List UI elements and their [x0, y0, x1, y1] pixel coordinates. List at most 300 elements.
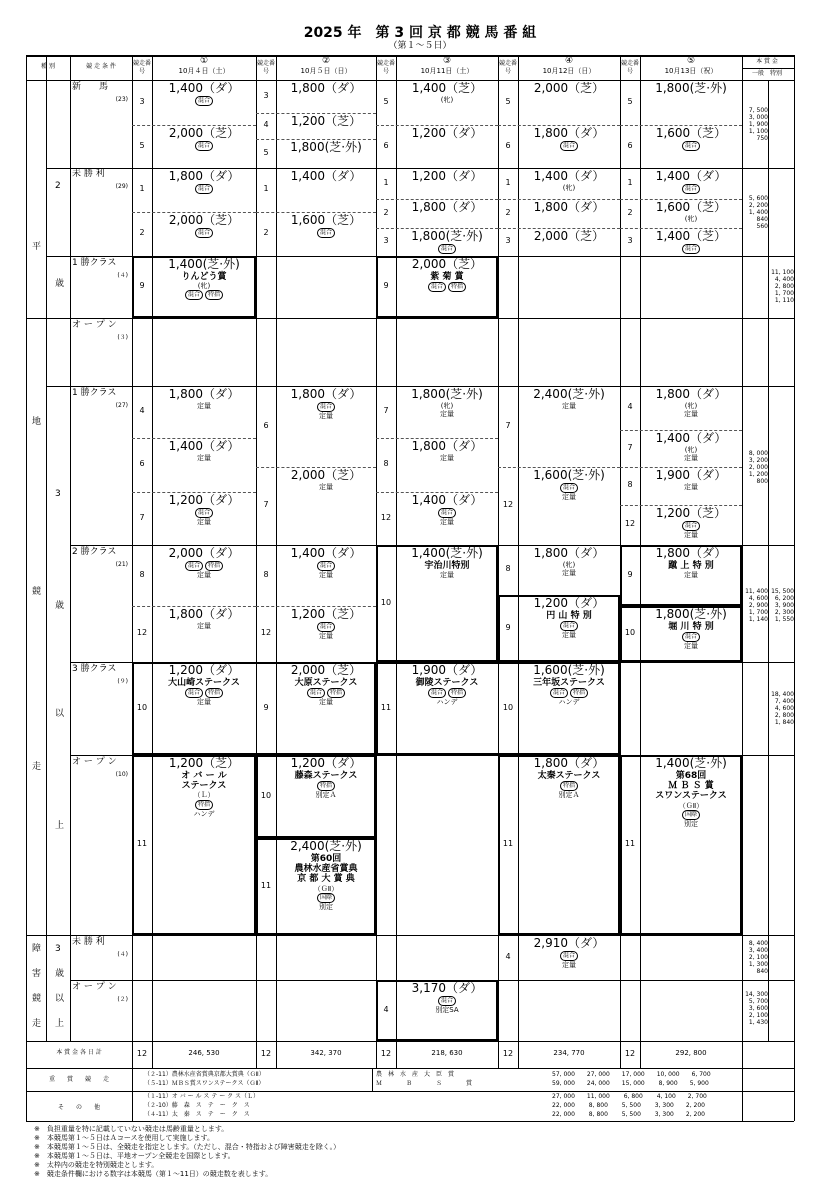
- race-badge: 混合: [185, 290, 203, 300]
- race-badge: 混合: [560, 141, 578, 151]
- race-name: 太秦ステークス: [537, 770, 601, 781]
- col-head-cond: 競 走 条 件: [86, 63, 116, 70]
- race-condition: [518, 141, 620, 151]
- race-condition: [640, 454, 742, 462]
- side-flat-3: 競: [32, 587, 42, 597]
- race-cell: [152, 547, 256, 579]
- race-condition: [640, 446, 742, 454]
- race-cell: [276, 82, 376, 96]
- race-number: 11: [502, 839, 514, 848]
- race-badge: 混合: [317, 622, 335, 632]
- totals-value: 342, 370: [310, 1049, 342, 1057]
- race-weight-rule: (牝): [440, 95, 454, 104]
- race-distance: 1,400（ダ）: [290, 546, 362, 560]
- race-name: ステークス: [181, 781, 227, 792]
- race-number: 4: [263, 120, 269, 129]
- race-badge: 混合: [428, 688, 446, 698]
- prize-jump-maiden: 8, 400 3, 400 2, 100 1, 300 840: [748, 940, 768, 975]
- condition-name: 1 勝クラス: [72, 258, 117, 268]
- race-condition: [640, 632, 742, 642]
- race-condition: [640, 184, 742, 194]
- race-condition: [276, 622, 376, 632]
- totals-value: 218, 630: [431, 1049, 463, 1057]
- race-distance: 1,600（芝）: [290, 213, 362, 227]
- race-condition: [276, 791, 376, 799]
- race-condition: [152, 810, 256, 818]
- race-badge: 混合: [195, 96, 213, 106]
- race-cell: [396, 258, 498, 292]
- race-condition: [396, 454, 498, 462]
- race-badge: 特指: [560, 781, 578, 791]
- race-number: 10: [624, 628, 636, 637]
- race-condition: [640, 571, 742, 579]
- race-weight-rule: 定量: [197, 570, 211, 579]
- race-distance: 1,600（芝）: [655, 200, 727, 214]
- race-distance: 1,800（ダ）: [411, 200, 483, 214]
- race-distance: 1,800（ダ）: [655, 387, 727, 401]
- race-condition: [152, 791, 256, 799]
- race-cell: [518, 201, 620, 215]
- race-cell: [518, 547, 620, 577]
- race-number: 1: [139, 184, 145, 193]
- race-cell: [640, 82, 742, 96]
- race-cell: [518, 469, 620, 501]
- race-badge: 混合: [560, 951, 578, 961]
- race-cell: [396, 440, 498, 462]
- race-badge: 混合: [185, 688, 203, 698]
- race-badge: 特指: [570, 688, 588, 698]
- prize-2win-general: 11, 400 4, 600 2, 900 1, 700 1, 140: [745, 588, 768, 623]
- race-condition: [640, 521, 742, 531]
- prize-jump-open: 14, 300 5, 700 3, 600 2, 100 1, 430: [745, 991, 768, 1026]
- race-condition: [152, 96, 256, 106]
- juushou-sponsor-1: 農 林 水 産 大 臣 賞: [376, 1071, 455, 1078]
- race-condition: [640, 402, 742, 410]
- race-condition: [396, 518, 498, 526]
- race-number: 7: [383, 406, 389, 415]
- race-distance: 1,400(芝·外): [411, 546, 483, 560]
- condition-count: (４): [117, 951, 128, 958]
- race-number: 7: [627, 442, 633, 452]
- race-badge: 混合: [438, 508, 456, 518]
- race-condition: [518, 402, 620, 410]
- race-cell: [396, 230, 498, 254]
- race-number: 9: [627, 569, 633, 579]
- race-name: 第68回: [675, 770, 707, 781]
- race-number: 2: [383, 207, 389, 217]
- race-condition: [640, 483, 742, 491]
- race-weight-rule: 別定: [684, 819, 698, 828]
- race-badge: 混合: [682, 521, 700, 531]
- race-condition: [276, 632, 376, 640]
- day-number: ①: [199, 56, 209, 66]
- race-number: 3: [139, 96, 145, 106]
- race-name: 紫 菊 賞: [430, 271, 464, 282]
- other-values-1: 27, 000 11, 000 6, 800 4, 100 2, 700: [552, 1093, 707, 1100]
- race-distance: 1,200（ダ）: [290, 756, 362, 770]
- race-number: 1: [505, 177, 511, 187]
- race-distance: 1,400(芝·外): [168, 257, 240, 271]
- other-label: そ の 他: [57, 1104, 100, 1111]
- race-cell: [640, 608, 742, 650]
- race-name: りんどう賞: [181, 271, 227, 282]
- race-weight-rule: 定量: [684, 571, 698, 580]
- race-cell: [396, 982, 498, 1014]
- race-badge: 混合: [438, 996, 456, 1006]
- race-condition: [396, 402, 498, 410]
- race-distance: 2,000（芝）: [168, 126, 240, 140]
- race-badge: 特指: [195, 800, 213, 810]
- day-date: 10月12日（日）: [542, 67, 596, 75]
- race-badge: 混合: [682, 141, 700, 151]
- condition-count: (４): [117, 272, 128, 279]
- race-badge: 混合: [438, 244, 456, 254]
- race-badge: 混合: [682, 244, 700, 254]
- race-condition: [640, 410, 742, 418]
- race-distance: 1,200（ダ）: [533, 596, 605, 610]
- race-cell: [518, 388, 620, 410]
- race-badge: 混合: [317, 402, 335, 412]
- race-condition: [276, 561, 376, 571]
- race-name: スワンステークス: [655, 791, 727, 802]
- race-cell: [518, 82, 620, 96]
- race-distance: 1,400（芝）: [411, 81, 483, 95]
- race-distance: 1,400（ダ）: [655, 169, 727, 183]
- race-weight-rule: (牝): [562, 183, 576, 192]
- side-jump-3: 競: [32, 994, 42, 1004]
- race-number: 2: [627, 207, 633, 217]
- race-cell: [152, 494, 256, 526]
- race-weight-rule: 定量: [684, 482, 698, 491]
- race-weight-rule: 定量: [319, 570, 333, 579]
- prize-1win2: 11, 100 4, 400 2, 800 1, 700 1, 110: [771, 269, 794, 304]
- condition-count: (29): [115, 183, 128, 190]
- race-distance: 2,910（ダ）: [533, 936, 605, 950]
- race-name: 宇治川特別: [424, 560, 470, 571]
- race-condition: [518, 791, 620, 799]
- race-name: 大原ステークス: [294, 677, 358, 688]
- race-weight-rule: 別定SA: [435, 1005, 459, 1014]
- race-badge: 特指: [205, 688, 223, 698]
- race-cell: [152, 440, 256, 462]
- day-date: 10月11日（土）: [420, 67, 474, 75]
- race-cell: [640, 201, 742, 223]
- race-number: 4: [383, 1004, 389, 1014]
- race-distance: 3,170（ダ）: [411, 981, 483, 995]
- race-cell: [518, 664, 620, 706]
- race-badge: 混合: [195, 228, 213, 238]
- race-cell: [152, 664, 256, 706]
- race-weight-rule: (牝): [684, 445, 698, 454]
- col-head-racenum: 競走番号: [132, 60, 151, 75]
- race-number: 5: [139, 140, 145, 150]
- condition-count: (27): [115, 402, 128, 409]
- race-condition: [396, 698, 498, 706]
- race-distance: 1,800（ダ）: [168, 169, 240, 183]
- race-condition: [518, 569, 620, 577]
- race-number: 2: [263, 228, 269, 237]
- col-head-racenum: 競走番号: [498, 60, 517, 75]
- race-distance: 1,400（ダ）: [168, 81, 240, 95]
- condition-count: (10): [115, 771, 128, 778]
- race-weight-rule: 定量: [319, 482, 333, 491]
- juushou-values-2: 59, 000 24, 000 15, 000 8, 900 5, 900: [552, 1080, 709, 1087]
- condition-count: (23): [115, 96, 128, 103]
- race-cell: [518, 170, 620, 192]
- race-condition: [152, 698, 256, 706]
- race-number: 6: [505, 140, 511, 150]
- race-name: 大山崎ステークス: [168, 677, 240, 688]
- race-distance: 1,200（ダ）: [168, 663, 240, 677]
- race-cell: [152, 170, 256, 194]
- prize-newcomer: 7, 500 3, 000 1, 900 1, 100 750: [748, 107, 768, 142]
- race-cell: [640, 547, 742, 579]
- condition-name: 未 勝 利: [72, 937, 105, 947]
- juushou-row-1: （２-11）農林水産省賞典京都大賞典（ＧⅡ）: [144, 1071, 265, 1078]
- race-condition: [276, 483, 376, 491]
- side-age2: 2: [55, 181, 61, 191]
- race-cell: [640, 507, 742, 539]
- race-distance: 2,000（芝）: [533, 81, 605, 95]
- race-badge: 混合: [317, 228, 335, 238]
- race-distance: 1,600(芝·外): [533, 468, 605, 482]
- race-distance: 2,000（芝）: [168, 213, 240, 227]
- note-2: ※ 本競馬第１〜５日はＡコースを使用して実施します。: [34, 1134, 214, 1142]
- condition-name: オ ー プ ン: [72, 320, 117, 330]
- race-distance: 1,400（ダ）: [533, 169, 605, 183]
- race-badge: 混合: [560, 483, 578, 493]
- race-weight-rule: 定量: [197, 401, 211, 410]
- race-number: 4: [139, 406, 145, 415]
- race-cell: [276, 170, 376, 184]
- page-subtitle: （第１〜５日）: [388, 41, 452, 51]
- race-condition: [518, 561, 620, 569]
- race-badge: 混合: [560, 621, 578, 631]
- side-jump-1: 障: [32, 944, 42, 954]
- side-jump-4: 走: [32, 1019, 42, 1029]
- race-distance: 2,000（芝）: [290, 663, 362, 677]
- race-cell: [640, 170, 742, 194]
- race-weight-rule: 定量: [319, 698, 333, 707]
- race-number: 7: [505, 420, 511, 430]
- race-weight-rule: 定量: [440, 409, 454, 418]
- race-number: 5: [505, 96, 511, 106]
- race-badge: 特指: [205, 290, 223, 300]
- race-distance: 1,800（ダ）: [411, 439, 483, 453]
- juushou-values-1: 57, 000 27, 000 17, 000 10, 000 6, 700: [552, 1071, 711, 1078]
- race-weight-rule: 定量: [684, 642, 698, 651]
- race-condition: [152, 571, 256, 579]
- race-distance: 1,800（ダ）: [168, 607, 240, 621]
- race-weight-rule: 定量: [562, 631, 576, 640]
- race-distance: 1,900（ダ）: [411, 663, 483, 677]
- race-condition: [276, 781, 376, 791]
- race-condition: [396, 508, 498, 518]
- race-condition: [396, 282, 498, 292]
- race-condition: [640, 215, 742, 223]
- race-distance: 1,600（芝）: [655, 126, 727, 140]
- race-weight-rule: 定量: [562, 568, 576, 577]
- race-weight-rule: 定量: [684, 453, 698, 462]
- race-badge: 混合: [307, 688, 325, 698]
- race-condition: [396, 571, 498, 579]
- race-condition: [518, 698, 620, 706]
- race-condition: [276, 885, 376, 893]
- race-badge: 国際: [317, 893, 335, 903]
- race-badge: 混合: [317, 561, 335, 571]
- race-condition: [152, 282, 256, 290]
- race-condition: [152, 622, 256, 630]
- race-weight-rule: (牝): [684, 401, 698, 410]
- race-badge: 混合: [550, 688, 568, 698]
- side-flat-1: 平: [32, 242, 42, 252]
- race-number: 9: [383, 281, 389, 290]
- race-cell: [640, 230, 742, 254]
- note-6: ※ 競走条件欄における数字は本競馬（第１〜11日）の競走数を表します。: [34, 1170, 273, 1178]
- race-badge: 混合: [195, 184, 213, 194]
- race-badge: 国際: [682, 810, 700, 820]
- race-condition: [152, 688, 256, 698]
- condition-name: 3 勝クラス: [72, 664, 117, 674]
- prize-1win3: 8, 000 3, 200 2, 000 1, 200 800: [748, 450, 768, 485]
- race-cell: [276, 547, 376, 579]
- race-distance: 1,200（芝）: [168, 756, 240, 770]
- race-cell: [640, 127, 742, 151]
- condition-name: オ ー プ ン: [72, 757, 117, 767]
- condition-count: (２): [117, 996, 128, 1003]
- side-age2-suffix: 歳: [55, 279, 65, 289]
- race-distance: 2,400(芝·外): [290, 839, 362, 853]
- race-number: 5: [383, 96, 389, 106]
- race-distance: 1,200（芝）: [655, 506, 727, 520]
- race-cell: [396, 170, 498, 184]
- race-cell: [396, 388, 498, 418]
- side-jage-2: 歳: [55, 969, 65, 979]
- race-weight-rule: 別定Ａ: [315, 791, 337, 800]
- note-4: ※ 本競馬第１〜５日は、平地オープン全競走を国際とします。: [34, 1152, 235, 1160]
- race-weight-rule: ハンデ: [193, 809, 215, 818]
- race-condition: [396, 996, 498, 1006]
- race-badge: 混合: [185, 561, 203, 571]
- other-row-2: （２-10）藤 森 ス テ ー ク ス: [144, 1102, 250, 1109]
- race-weight-rule: 定量: [197, 453, 211, 462]
- race-cell: [276, 141, 376, 155]
- col-head-racenum: 競走番号: [376, 60, 395, 75]
- col-head-type: 種 別: [41, 63, 55, 70]
- race-condition: [518, 493, 620, 501]
- race-condition: [152, 508, 256, 518]
- race-badge: 特指: [205, 561, 223, 571]
- race-distance: 1,400(芝·外): [655, 756, 727, 770]
- race-distance: 1,800（ダ）: [290, 81, 362, 95]
- race-cell: [152, 127, 256, 151]
- race-number: 8: [263, 569, 269, 579]
- race-name: 円 山 特 別: [546, 610, 592, 621]
- race-condition: [396, 410, 498, 418]
- col-head-racenum: 競走番号: [620, 60, 639, 75]
- race-distance: 1,800(芝·外): [411, 387, 483, 401]
- other-row-1: （１-11）オ バ ー ル ス テ ー ク ス（Ｌ）: [144, 1093, 260, 1100]
- totals-racecount: 12: [502, 1049, 514, 1058]
- race-cell: [640, 757, 742, 828]
- race-cell: [152, 258, 256, 300]
- race-number: 10: [502, 702, 514, 712]
- race-name: 農林水産省賞典: [294, 864, 358, 875]
- side-age3: 3: [55, 489, 61, 499]
- race-cell: [518, 230, 620, 244]
- race-number: 6: [139, 459, 145, 468]
- race-condition: [396, 96, 498, 104]
- race-condition: [152, 454, 256, 462]
- race-weight-rule: 定量: [684, 530, 698, 539]
- race-number: 3: [505, 236, 511, 245]
- race-condition: [152, 518, 256, 526]
- race-condition: [640, 810, 742, 820]
- race-condition: [276, 412, 376, 420]
- race-cell: [640, 388, 742, 418]
- race-number: 10: [260, 790, 272, 800]
- race-weight-rule: ハンデ: [436, 698, 458, 707]
- race-badge: 混合: [682, 632, 700, 642]
- race-weight-rule: 別定Ａ: [558, 791, 580, 800]
- race-number: 2: [505, 207, 511, 217]
- race-distance: 1,200（ダ）: [411, 126, 483, 140]
- race-condition: [640, 244, 742, 254]
- race-weight-rule: 定量: [319, 631, 333, 640]
- race-distance: 1,800（ダ）: [533, 200, 605, 214]
- race-distance: 1,200（芝）: [290, 114, 362, 128]
- race-badge: 混合: [428, 282, 446, 292]
- race-cell: [640, 432, 742, 462]
- race-distance: 1,800（ダ）: [533, 546, 605, 560]
- race-number: 1: [263, 184, 269, 193]
- condition-count: (３): [117, 334, 128, 341]
- race-cell: [396, 547, 498, 579]
- condition-count: (９): [117, 678, 128, 685]
- race-condition: [518, 184, 620, 192]
- race-number: 8: [505, 564, 511, 573]
- prize-2win-special: 15, 500 6, 200 3, 900 2, 300 1, 550: [771, 588, 794, 623]
- race-condition: [276, 402, 376, 412]
- race-cell: [276, 608, 376, 640]
- totals-racecount: 12: [624, 1049, 636, 1058]
- note-5: ※ 太枠内の競走を特別競走とします。: [34, 1161, 159, 1169]
- race-condition: [640, 820, 742, 828]
- condition-name: 2 勝クラス: [72, 547, 117, 557]
- race-number: 10: [136, 702, 148, 712]
- race-cell: [276, 388, 376, 420]
- race-cell: [396, 127, 498, 141]
- other-values-2: 22, 000 8, 800 5, 500 3, 300 2, 200: [552, 1102, 705, 1109]
- race-number: 1: [383, 177, 389, 187]
- race-badge: 混合: [195, 508, 213, 518]
- race-distance: 1,200（芝）: [290, 607, 362, 621]
- race-distance: 1,400（芝）: [655, 229, 727, 243]
- race-cell: [276, 115, 376, 129]
- race-weight-rule: 定量: [440, 453, 454, 462]
- race-weight-rule: (牝): [440, 401, 454, 410]
- race-distance: 1,800（ダ）: [168, 387, 240, 401]
- race-number: 6: [263, 420, 269, 430]
- race-name: 藤森ステークス: [294, 770, 358, 781]
- race-distance: 1,800(芝·外): [655, 607, 727, 621]
- totals-racecount: 12: [260, 1049, 272, 1058]
- race-condition: [396, 244, 498, 254]
- race-distance: 1,800(芝·外): [290, 140, 362, 154]
- side-jage-4: 上: [55, 1019, 65, 1029]
- other-row-3: （４-11）太 秦 ス テ ー ク ス: [144, 1111, 250, 1118]
- race-cell: [518, 597, 620, 639]
